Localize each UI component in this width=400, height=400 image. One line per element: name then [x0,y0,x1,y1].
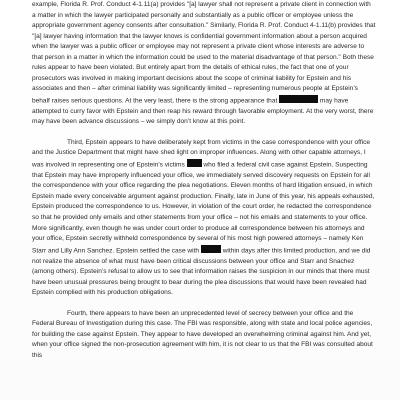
paragraph-3-text-a: Fourth, there appears to have been an unprecedented level of secrecy between your office and the Federal Bureau of Investigation during this case. The FBI was responsible, along with state and local police agencies, for building the case against Epstein. They appear to have developed an overwhelming criminal against him. And yet, when your office signed the non-prosecution agreement with him, it is not clear to us that the FBI was consulted about this [32,309,373,359]
paragraph-1-text-a: example, Florida R. Prof. Conduct 4-1.11(a) provides "[a] lawyer shall not represent a private client in connection with a matter in which the lawyer participated personally and substantially as a public officer or employee unless the appropriate government agency consents after consultation." Similarly, Florida R. Prof. Conduct 4-1.11(b) provides that "[a] lawyer having information that the lawyer knows is confidential government information about a person acquired when the lawyer was a public officer or employee may not represent a private client whose interests are adverse to that person in a matter in which the information could be used to the material disadvantage of that person." Both these rules appear to have been violated. But entirely apart from the details of ethical rules, the fact that one of your prosecutors was involved in making important decisions about the scope of criminal liability for Epstein and his associates and then – after criminal liability was significantly limited – representing numerous people at Epstein’s behalf raises serious questions. At the very least, there is the strong appearance that [32,1,376,105]
redaction-block [187,159,202,168]
letter-body [32,0,376,361]
redaction-block [201,245,221,254]
redaction-block [279,95,318,104]
paragraph-1-text-b: may have attempted to curry favor with Epstein and then reap his reward through favorable employment. At the very worst, there may have been advance discussions – we simply don’t know at this point. [32,97,374,126]
paragraph-2-text-c: within days after this limited production, and we did not realize the absence of what must have been critical discussions between your office and Starr and Snachez (among others). Epstein’s refusal to allow us to see that information raises the suspicion in our minds that there must have been unusual pressures being brought to bear during the plea discussions that would have been revealed had Epstein complied with his production obligations. [32,246,371,297]
paragraph-2-text-a: Third, Epstein appears to have deliberately kept from victims in the case correspondence with your office and the Justice Department that might have shed light on improper influences. Along with other capable attorneys, I was involved in representing one of Epstein’s victims [32,138,371,169]
paragraph-2-text-b: who filed a federal civil case against Epstein. Suspecting that Epstein may have improperly influenced your office, we immediately served discovery requests on Epstein for all the correspondence with your office regarding the plea negotiations. Eleven months of hard litigation ensued, in which Epstein made every conceivable argument against production. Finally, late in June of this year, his appeals exhausted, Epstein produced the correspondence to us. However, in violation of the court order, he redacted the correspondence so that he provided only emails and other statements from your office – not his emails and statements to your office. More significantly, even though he was under court order to produce all correspondence between his attorneys and your office, Epstein secretly withheld correspondence by several of his most high powered attorneys – namely Ken Starr and Lilly Ann Sanchez. Epstein settled the case with [32,161,375,254]
paragraph-2 [32,138,376,299]
paragraph-3 [32,309,376,362]
paragraph-1 [32,0,376,128]
